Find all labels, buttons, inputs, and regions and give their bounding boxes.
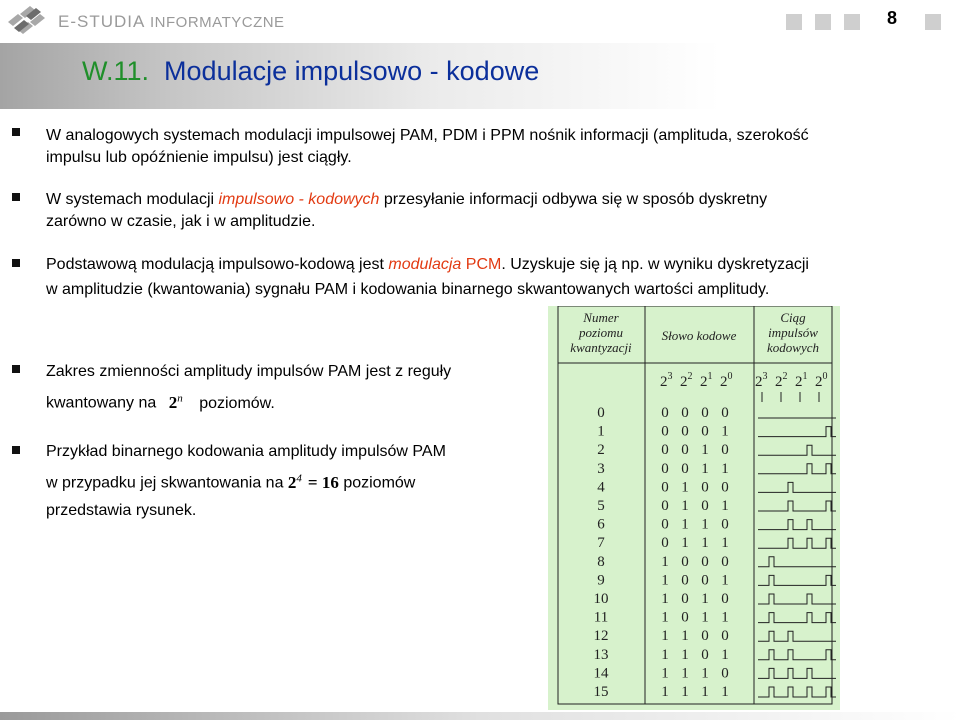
code-bit: 1 — [701, 460, 709, 477]
code-bit: 1 — [701, 516, 709, 533]
bullet-2-text — [46, 189, 767, 233]
code-bit: 1 — [661, 609, 669, 626]
bullet-4-post: poziomów. — [199, 394, 275, 412]
code-bit: 1 — [721, 498, 729, 514]
header-impulsow: impulsów — [768, 325, 818, 340]
code-bit: 0 — [701, 646, 709, 663]
math-exponent: 4 — [296, 472, 302, 484]
code-bit: 0 — [721, 628, 729, 645]
pulse-train — [758, 613, 836, 623]
header-poziomu: poziomu — [578, 325, 624, 340]
code-bit: 1 — [661, 684, 669, 700]
level-number: 1 — [597, 423, 605, 440]
code-bit: 0 — [661, 405, 669, 421]
level-number: 14 — [593, 665, 609, 682]
level-number: 15 — [593, 684, 609, 700]
code-bit: 0 — [721, 516, 729, 533]
code-bit: 1 — [721, 535, 729, 552]
bullet-5-line-3: przedstawia rysunek. — [46, 501, 197, 519]
level-number: 5 — [597, 498, 605, 514]
math-base: 2 — [168, 392, 178, 412]
code-bit: 0 — [701, 423, 709, 440]
pulse-weight-2-2: $2^2$ — [775, 371, 788, 390]
bullet-marker-1 — [12, 128, 20, 136]
logo-text-sub: INFORMATYCZNE — [150, 14, 285, 31]
page-number: 8 — [886, 8, 897, 28]
header-square-1 — [786, 14, 802, 30]
bullet-3-post: . Uzyskuje się ją np. w wyniku dyskretyzacji — [501, 256, 809, 273]
code-bit: 1 — [681, 646, 689, 663]
bullet-1-line-2: impulsu lub opóźnienie impulsu) jest ciągły. — [46, 149, 352, 166]
header-kwantyzacji: kwantyzacji — [570, 340, 632, 355]
bullet-3-highlight-pcm: PCM — [461, 256, 502, 273]
bullet-3-text — [46, 252, 809, 302]
code-bit: 0 — [661, 516, 669, 533]
pulse-train — [758, 650, 836, 660]
code-bit: 1 — [661, 665, 669, 682]
code-bit: 0 — [681, 553, 689, 570]
code-bit: 0 — [661, 423, 669, 440]
bullet-5-pre: w przypadku jej skwantowania na — [46, 474, 284, 492]
code-bit: 1 — [661, 628, 669, 645]
level-number: 7 — [597, 535, 605, 552]
code-bit: 1 — [721, 572, 729, 589]
level-number: 12 — [593, 628, 609, 645]
math-exponent: n — [177, 392, 183, 404]
math-2-to-n — [169, 393, 183, 412]
code-bit: 1 — [721, 646, 729, 663]
math-equals: = 16 — [307, 472, 339, 492]
pulse-train — [758, 520, 836, 530]
code-bit: 1 — [681, 479, 689, 496]
bullet-5-text — [46, 438, 446, 524]
pulse-weight-2-0: $2^0$ — [815, 371, 828, 390]
slide-title-text: Modulacje impulsowo - kodowe — [164, 56, 540, 86]
code-weight-2-2: $2^2$ — [680, 371, 693, 390]
code-weight-2-0: $2^0$ — [720, 371, 733, 390]
code-bit: 0 — [681, 572, 689, 589]
code-bit: 0 — [701, 498, 709, 514]
bottom-divider — [0, 712, 960, 720]
bullet-2-pre: W systemach modulacji — [46, 191, 219, 208]
pcm-coding-figure — [548, 306, 840, 710]
pulse-train — [758, 575, 836, 585]
pulse-train — [758, 445, 836, 455]
code-bit: 0 — [721, 479, 729, 496]
code-bit: 1 — [701, 535, 709, 552]
code-bit: 0 — [661, 442, 669, 459]
bullet-marker-3 — [12, 259, 20, 267]
bullet-4-line-2 — [46, 385, 451, 417]
level-number: 11 — [593, 609, 609, 626]
level-number: 10 — [593, 591, 609, 607]
level-number: 13 — [593, 646, 609, 663]
logo-text — [58, 12, 285, 32]
header-square-3 — [844, 14, 860, 30]
bullet-1-line-1: W analogowych systemach modulacji impulsowej PAM, PDM i PPM nośnik informacji (amplituda, szerokość — [46, 127, 809, 144]
code-bit: 1 — [681, 535, 689, 552]
bullet-5-post: poziomów — [343, 474, 416, 492]
code-bit: 0 — [721, 442, 729, 459]
code-bit: 1 — [681, 498, 689, 514]
e-studia-logo-icon — [6, 6, 50, 38]
header-square-4 — [925, 14, 941, 30]
pulse-train — [758, 538, 836, 548]
level-number: 3 — [597, 460, 605, 477]
bullet-3-highlight-italic: modulacja — [388, 256, 462, 273]
header-kodowych: kodowych — [767, 340, 819, 355]
pulse-train — [758, 427, 836, 437]
bullet-1-text — [46, 125, 809, 169]
code-bit: 0 — [681, 442, 689, 459]
bullet-2-post: przesyłanie informacji odbywa się w sposób dyskretny — [379, 191, 768, 208]
code-bit: 0 — [681, 460, 689, 477]
header-numer: Numer — [583, 310, 619, 325]
code-bit: 0 — [721, 405, 729, 421]
code-bit: 0 — [661, 498, 669, 514]
level-number: 6 — [597, 516, 605, 533]
code-bit: 0 — [721, 665, 729, 682]
code-bit: 1 — [701, 609, 709, 626]
level-number: 0 — [597, 405, 605, 421]
code-bit: 1 — [701, 591, 709, 607]
pulse-train — [758, 668, 836, 678]
level-number: 2 — [597, 442, 605, 459]
code-bit: 0 — [721, 591, 729, 607]
bullet-marker-5 — [12, 446, 20, 454]
pulse-train — [758, 464, 836, 474]
bullet-4-pre: kwantowany na — [46, 394, 157, 412]
pulse-weight-2-3: $2^3$ — [755, 371, 768, 390]
bullet-marker-4 — [12, 365, 20, 373]
bullet-4-line-1: Zakres zmienności amplitudy impulsów PAM jest z reguły — [46, 363, 452, 380]
logo — [6, 6, 285, 38]
code-bit: 1 — [681, 628, 689, 645]
level-number: 4 — [597, 479, 605, 496]
table-rows — [594, 405, 729, 700]
code-bit: 1 — [721, 423, 729, 440]
bullet-2-line-2: zarówno w czasie, jak i w amplitudzie. — [46, 213, 316, 230]
bullet-3-pre: Podstawową modulacją impulsowo-kodową jest — [46, 256, 389, 273]
code-bit: 0 — [721, 553, 729, 570]
code-bit: 0 — [681, 609, 689, 626]
bit-slot-markers — [762, 392, 819, 402]
pulse-trains — [758, 418, 836, 697]
level-number: 8 — [597, 553, 605, 570]
bullet-marker-2 — [12, 193, 20, 201]
code-bit: 0 — [701, 405, 709, 421]
bullet-2-highlight: impulsowo - kodowych — [218, 191, 380, 208]
code-bit: 0 — [701, 572, 709, 589]
bullet-3-line-1 — [46, 252, 809, 277]
bullet-3-line-2: w amplitudzie (kwantowania) sygnału PAM i kodowania binarnego skwantowanych wartości amplitudy. — [46, 281, 770, 298]
code-bit: 1 — [721, 684, 729, 700]
math-base: 2 — [287, 472, 297, 492]
code-bit: 0 — [701, 628, 709, 645]
pulse-train — [758, 631, 836, 641]
code-bit: 1 — [701, 442, 709, 459]
code-bit: 1 — [721, 460, 729, 477]
bullet-5-line-2 — [46, 465, 446, 497]
code-bit: 1 — [681, 665, 689, 682]
bullet-5-line-1: Przykład binarnego kodowania amplitudy impulsów PAM — [46, 443, 446, 460]
pulse-train — [758, 594, 836, 604]
pulse-weight-2-1: $2^1$ — [795, 371, 808, 390]
bullet-2-line-1 — [46, 189, 767, 211]
pcm-coding-table — [548, 306, 840, 710]
header-ciag: Ciąg — [780, 310, 806, 325]
code-bit: 1 — [661, 572, 669, 589]
code-weight-2-3: $2^3$ — [660, 371, 673, 390]
code-bit: 1 — [661, 591, 669, 607]
pulse-train — [758, 501, 836, 511]
code-bit: 1 — [721, 609, 729, 626]
math-2-to-4-equals-16 — [288, 473, 339, 492]
code-bit: 0 — [661, 479, 669, 496]
code-bit: 0 — [681, 591, 689, 607]
level-number: 9 — [597, 572, 605, 589]
pulse-train — [758, 557, 836, 567]
code-bit: 0 — [661, 460, 669, 477]
code-bit: 0 — [661, 535, 669, 552]
code-bit: 1 — [681, 684, 689, 700]
code-bit: 1 — [701, 684, 709, 700]
code-bit: 1 — [681, 516, 689, 533]
code-bit: 0 — [701, 553, 709, 570]
bullet-4-text — [46, 358, 451, 417]
code-bit: 1 — [701, 665, 709, 682]
slide-title-number: W.11. — [82, 56, 150, 86]
pulse-train — [758, 687, 836, 697]
header-slowo-kodowe: Słowo kodowe — [661, 328, 737, 343]
code-bit: 0 — [681, 405, 689, 421]
bit-weights — [660, 371, 828, 390]
logo-text-main: E-STUDIA — [58, 12, 146, 31]
code-bit: 0 — [681, 423, 689, 440]
pulse-train — [758, 482, 836, 492]
code-bit: 1 — [661, 553, 669, 570]
code-weight-2-1: $2^1$ — [700, 371, 713, 390]
slide-title — [82, 56, 539, 87]
code-bit: 1 — [661, 646, 669, 663]
code-bit: 0 — [701, 479, 709, 496]
header-square-2 — [815, 14, 831, 30]
